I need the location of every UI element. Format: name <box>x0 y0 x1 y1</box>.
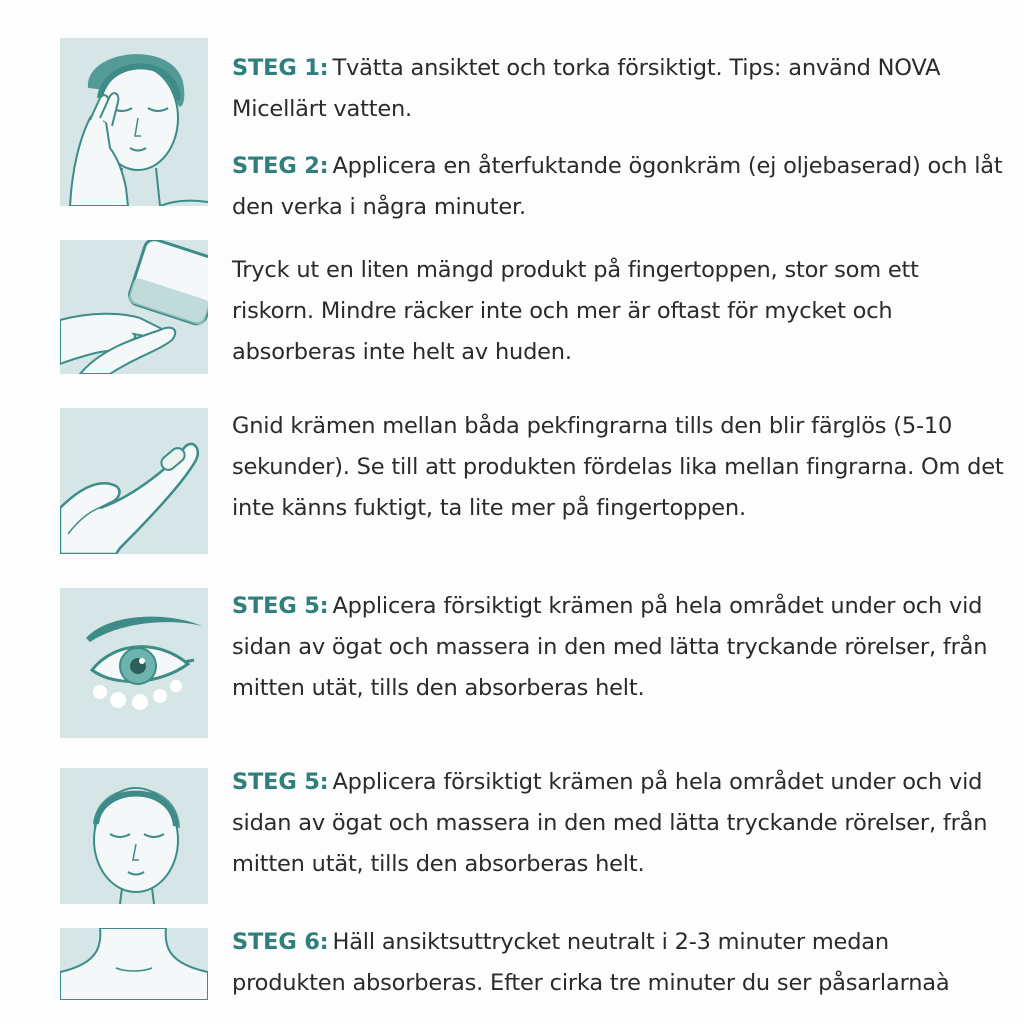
step-2-text: Applicera en återfuktande ögonkräm (ej oljebaserad) och låt den verka i några minuter. <box>232 153 1003 220</box>
cream-tube-fingertip-icon <box>60 240 208 374</box>
step-5b-label: STEG 5: <box>232 769 329 795</box>
step-3-text: Tryck ut en liten mängd produkt på fingertoppen, stor som ett riskorn. Mindre räcker inte och mer är oftast för mycket och absorberas inte helt av huden. <box>232 257 919 365</box>
illustration-neck <box>60 928 208 1000</box>
step-1 <box>232 48 1007 130</box>
step-6 <box>232 922 1007 1004</box>
step-3 <box>232 250 1007 373</box>
step-1-label: STEG 1: <box>232 55 329 81</box>
step-4-text: Gnid krämen mellan båda pekfingrarna tills den blir färglös (5-10 sekunder). Se till att produkten fördelas lika mellan fingrarna. Om det inte känns fuktigt, ta lite mer på fingertoppen. <box>232 413 1004 521</box>
illustration-eye <box>60 588 208 738</box>
step-2 <box>232 146 1007 228</box>
step-1-text: Tvätta ansiktet och torka försiktigt. Tips: använd NOVA Micellärt vatten. <box>232 55 941 122</box>
step-5a <box>232 586 1007 709</box>
index-finger-icon <box>60 408 208 554</box>
step-5b <box>232 762 1007 885</box>
step-4 <box>232 406 1007 529</box>
illustration-cream-tube <box>60 240 208 374</box>
illustration-face-closed-eyes <box>60 768 208 904</box>
step-6-text: Häll ansiktsuttrycket neutralt i 2-3 minuter medan produkten absorberas. Efter cirka tre minuter du ser påsarlarnaà <box>232 929 950 996</box>
neck-shoulders-icon <box>60 928 208 1000</box>
step-5a-text: Applicera försiktigt krämen på hela området under och vid sidan av ögat och massera in den med lätta tryckande rörelser, från mitten utät, tills den absorberas helt. <box>232 593 988 701</box>
step-5b-text: Applicera försiktigt krämen på hela området under och vid sidan av ögat och massera in den med lätta tryckande rörelser, från mitten utät, tills den absorberas helt. <box>232 769 988 877</box>
face-eyes-closed-icon <box>60 768 208 904</box>
illustration-face-touching <box>60 38 208 206</box>
step-6-label: STEG 6: <box>232 929 329 955</box>
eye-application-dots-icon <box>60 588 208 738</box>
face-touching-cheek-icon <box>60 38 208 206</box>
illustration-fingers <box>60 408 208 554</box>
step-2-label: STEG 2: <box>232 153 329 179</box>
step-5a-label: STEG 5: <box>232 593 329 619</box>
